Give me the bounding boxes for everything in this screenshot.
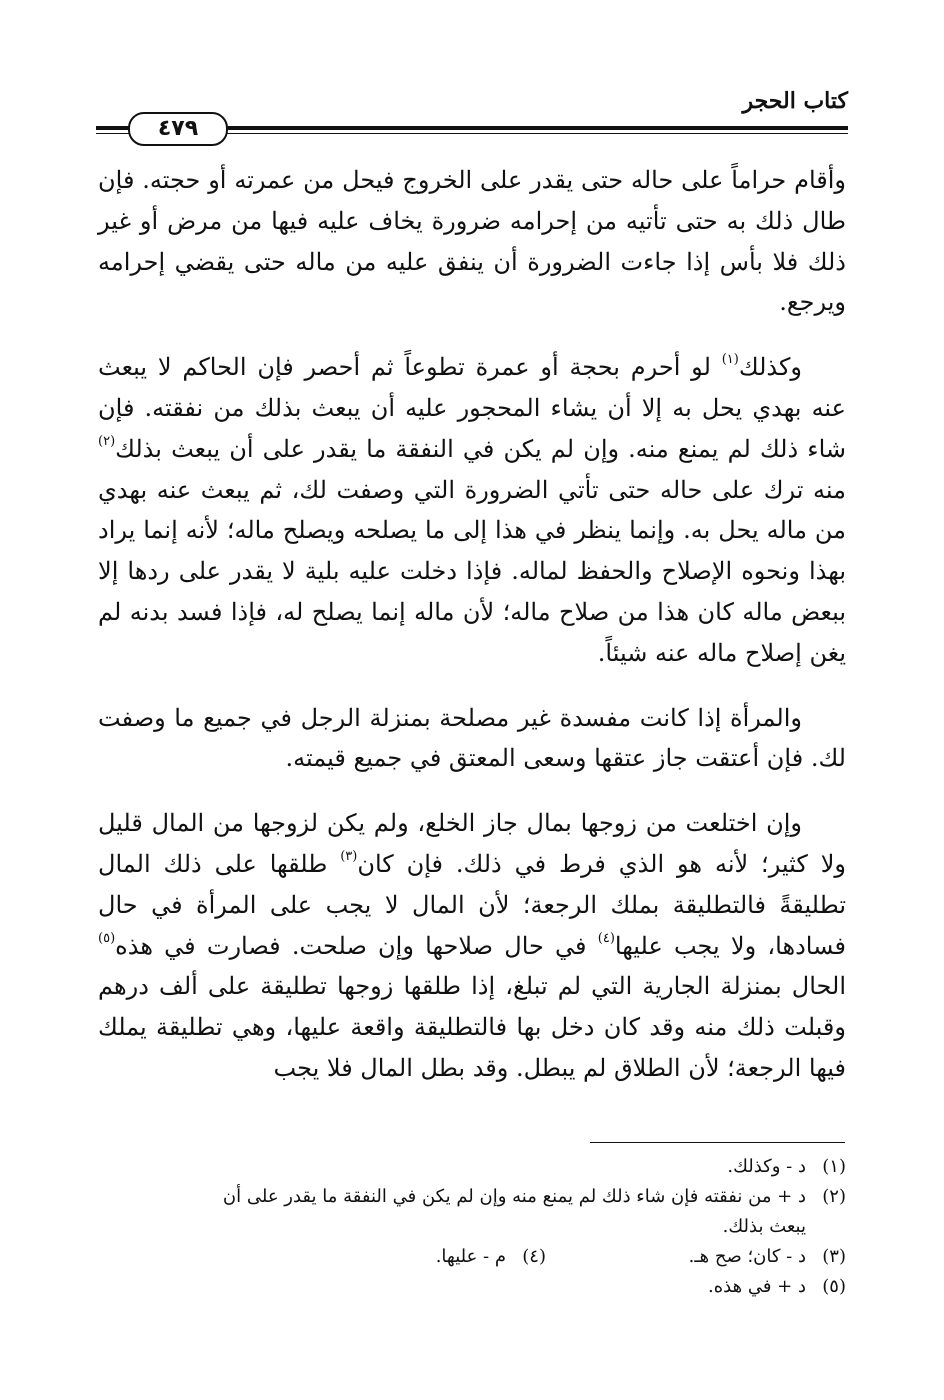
paragraph-2-text-c: منه ترك على حاله حتى تأتي الضرورة التي وصفت لك، ثم يبعث عنه بهدي من ماله يحل به. وإنما ينظر في هذا إلى ما يصلحه ويصلح ماله؛ لأنه إنما يراد بهذا ونحوه الإصلاح والحفظ لماله. فإذا دخلت عليه بلية لا يقدر على ردها إلا ببعض ماله كان هذا من صلاح ماله؛ لأن ماله إنما يصلح له، فإذا فسد بدنه لم يغن إصلاح ماله عنه شيئاً. bbox=[98, 475, 847, 667]
paragraph-2-text-b: لو أحرم بحجة أو عمرة تطوعاً ثم أحصر فإن الحاكم لا يبعث عنه بهدي يحل به إلا أن يشاء المحجور عليه أن يبعث بذلك من نفقته. فإن شاء ذلك لم يمنع منه. وإن لم يكن في النفقة ما يقدر على أن يبعث بذلك bbox=[98, 353, 847, 463]
paragraph-4-text-c: في حال صلاحها وإن صلحت. فصارت في هذه bbox=[115, 931, 598, 960]
page-number: ٤٧٩ bbox=[128, 112, 228, 146]
footnote-ref-1[interactable]: (١) bbox=[721, 352, 739, 368]
footnote-5-number: (٥) bbox=[822, 1276, 846, 1297]
book-title: كتاب الحجر bbox=[742, 88, 848, 114]
footnote-ref-2[interactable]: (٢) bbox=[98, 433, 116, 449]
paragraph-1 bbox=[98, 160, 846, 323]
page-header bbox=[96, 84, 848, 144]
paragraph-1-text: وأقام حراماً على حاله حتى يقدر على الخروج فيحل من عمرته أو حجته. فإن طال ذلك به حتى تأتيه من إحرامه ضرورة يخاف عليه فيها من مرض أو غير ذلك فلا بأس إذا جاءت الضرورة أن ينفق عليه من ماله حتى يقضي إحرامه ويرجع. bbox=[98, 166, 846, 317]
paragraph-3-text: والمرأة إذا كانت مفسدة غير مصلحة بمنزلة الرجل في جميع ما وصفت لك. فإن أعتقت جاز عتقها وسعى المعتق في جميع قيمته. bbox=[98, 703, 846, 773]
footnote-divider bbox=[590, 1142, 845, 1143]
footnotes bbox=[98, 1152, 846, 1302]
paragraph-4-text-d: الحال بمنزلة الجارية التي لم تبلغ، إذا طلقها زوجها تطليقة على ألف درهم وقبلت ذلك منه وقد كان دخل بها فالتطليقة واقعة عليها، وهي تطليقة يملك فيها الرجعة؛ لأن الطلاق لم يبطل. وقد بطل المال فلا يجب bbox=[98, 972, 846, 1082]
footnote-4-number: (٤) bbox=[522, 1246, 546, 1267]
footnote-5-text: د + في هذه. bbox=[708, 1276, 806, 1297]
footnote-1-number: (١) bbox=[822, 1156, 846, 1177]
footnote-2 bbox=[98, 1182, 846, 1242]
footnote-1 bbox=[98, 1152, 846, 1182]
footnote-4-text: م - عليها. bbox=[435, 1246, 506, 1267]
paragraph-3 bbox=[98, 698, 846, 780]
footnote-2-text: د + من نفقته فإن شاء ذلك لم يمنع منه وإن لم يكن في النفقة ما يقدر على أن bbox=[222, 1186, 806, 1207]
footnote-3 bbox=[546, 1242, 846, 1272]
footnote-ref-3[interactable]: (٣) bbox=[340, 848, 358, 864]
footnote-3-text: د - كان؛ صح هـ. bbox=[688, 1246, 806, 1267]
footnote-3-number: (٣) bbox=[822, 1246, 846, 1267]
footnote-3-4-row bbox=[98, 1242, 846, 1272]
paragraph-4 bbox=[98, 803, 846, 1089]
footnote-1-text: د - وكذلك. bbox=[727, 1156, 806, 1177]
main-text bbox=[98, 160, 846, 1113]
footnote-5 bbox=[98, 1272, 846, 1302]
paragraph-4-text-b: طلقها على ذلك المال تطليقةً فالتطليقة بملك الرجعة؛ لأن المال لا يجب على المرأة في حال فسادها، ولا يجب عليها bbox=[98, 849, 847, 960]
paragraph-4-text-a: وإن اختلعت من زوجها بمال جاز الخلع، ولم يكن لزوجها من المال قليل ولا كثير؛ لأنه هو الذي فرط في ذلك. فإن كان bbox=[98, 809, 847, 878]
footnote-ref-5[interactable]: (٥) bbox=[98, 930, 116, 946]
header-rule-thin bbox=[214, 133, 848, 134]
footnote-ref-4[interactable]: (٤) bbox=[597, 930, 615, 946]
footnote-2-number: (٢) bbox=[822, 1186, 846, 1207]
header-rule bbox=[214, 126, 848, 130]
footnote-4 bbox=[246, 1242, 546, 1272]
paragraph-2 bbox=[98, 347, 846, 673]
footnote-2-continuation: يبعث بذلك. bbox=[722, 1216, 806, 1237]
paragraph-2-text-a: وكذلك bbox=[738, 353, 802, 382]
